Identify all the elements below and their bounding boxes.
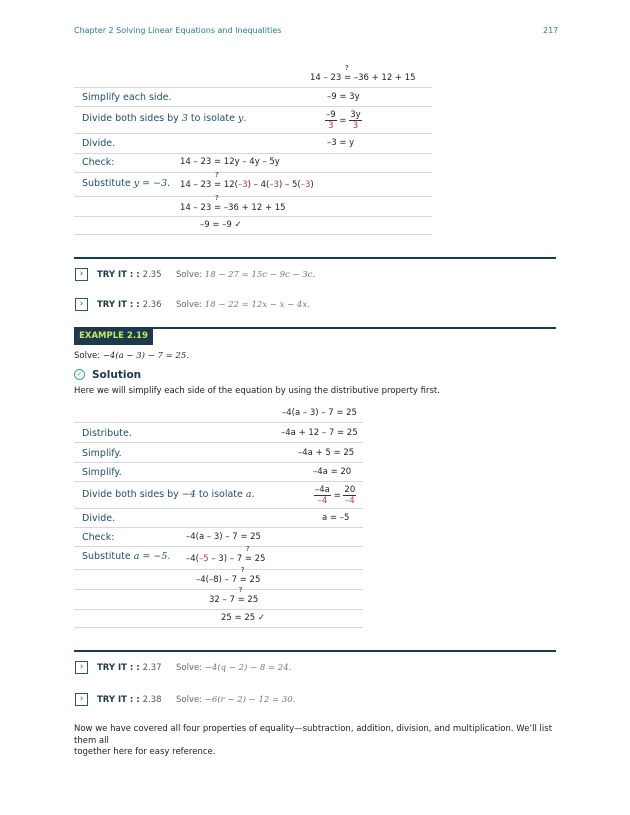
closing-paragraph: Now we have covered all four properties of equality—subtraction, addition, division, and multiplication. We’ll list them all together here for easy reference.: [74, 724, 553, 757]
step-label: Distribute.: [82, 428, 132, 439]
try-it-problem: Solve: 18 − 22 = 12x − x − 4x.: [176, 300, 310, 310]
step-label: Divide.: [82, 138, 116, 149]
step-equation: 25 = 25 ✓: [221, 613, 265, 623]
chevron-right-icon[interactable]: ›: [75, 298, 88, 311]
step-label: Check:: [82, 532, 115, 543]
step-equation: a = –5: [322, 513, 350, 523]
step-label: Check:: [82, 157, 115, 168]
step-equation: 14 – 23 ? = –36 + 12 + 15: [180, 194, 286, 213]
step-label: Divide both sides by 3 to isolate y.: [82, 113, 247, 124]
step-equation: –4(a – 3) – 7 = 25: [186, 532, 261, 542]
step-equation: 14 – 23 ? = 12(–3) – 4(–3) – 5(–3): [180, 171, 314, 190]
try-it-label: TRY IT : : 2.38: [97, 695, 162, 705]
step-equation: –9 = 3y: [327, 92, 360, 102]
step-equation: –4(–5 – 3) – 7 ? = 25: [186, 545, 266, 564]
step-label: Substitute y = −3.: [82, 178, 171, 189]
step-equation: –4(–8) – 7 ? = 25: [196, 566, 261, 585]
step-label: Divide.: [82, 513, 116, 524]
step-equation: –3 = y: [327, 138, 355, 148]
fraction-equation: $\frac{-9}{3}$ = $\frac{3y}{3}$: [326, 110, 361, 131]
step-equation: 32 – 7 ? = 25: [209, 586, 259, 605]
step-equation: –9 = –9 ✓: [200, 220, 242, 230]
top-equation: –4(a – 3) – 7 = 25: [282, 408, 357, 418]
try-it-label: TRY IT : : 2.35: [97, 270, 162, 280]
step-equation: –4a + 12 – 7 = 25: [281, 428, 358, 438]
fraction-equation: $\frac{-4a}{-4}$ = $\frac{20}{-4}$: [315, 485, 356, 506]
try-it-label: TRY IT : : 2.37: [97, 663, 162, 673]
example-label: EXAMPLE 2.19: [74, 327, 153, 345]
step-equation: 14 – 23 = 12y – 4y – 5y: [180, 157, 280, 167]
try-it-problem: Solve: 18 − 27 = 15c − 9c − 3c.: [176, 270, 316, 280]
example-problem: Solve: −4(a − 3) − 7 = 25.: [74, 351, 189, 361]
try-it-label: TRY IT : : 2.36: [97, 300, 162, 310]
step-label: Divide both sides by −4 to isolate a.: [82, 489, 255, 500]
top-equation: 14 – 23 ? = –36 + 12 + 15: [310, 64, 416, 83]
chapter-title: Chapter 2 Solving Linear Equations and Inequalities: [74, 26, 282, 35]
checkmark-circle-icon: ✓: [74, 369, 85, 380]
chevron-right-icon[interactable]: ›: [75, 268, 88, 281]
try-it-problem: Solve: −6(r − 2) − 12 = 30.: [176, 695, 296, 705]
chevron-right-icon[interactable]: ›: [75, 693, 88, 706]
step-label: Simplify.: [82, 448, 122, 459]
step-label: Simplify.: [82, 467, 122, 478]
step-label: Substitute a = −5.: [82, 551, 171, 562]
step-label: Simplify each side.: [82, 92, 172, 103]
solution-intro: Here we will simplify each side of the equation by using the distributive property first.: [74, 386, 440, 396]
step-equation: –4a = 20: [313, 467, 352, 477]
step-equation: –4a + 5 = 25: [298, 448, 355, 458]
solution-heading: Solution: [92, 369, 142, 381]
chevron-right-icon[interactable]: ›: [75, 661, 88, 674]
try-it-problem: Solve: −4(q − 2) − 8 = 24.: [176, 663, 292, 673]
page-number: 217: [543, 26, 559, 35]
